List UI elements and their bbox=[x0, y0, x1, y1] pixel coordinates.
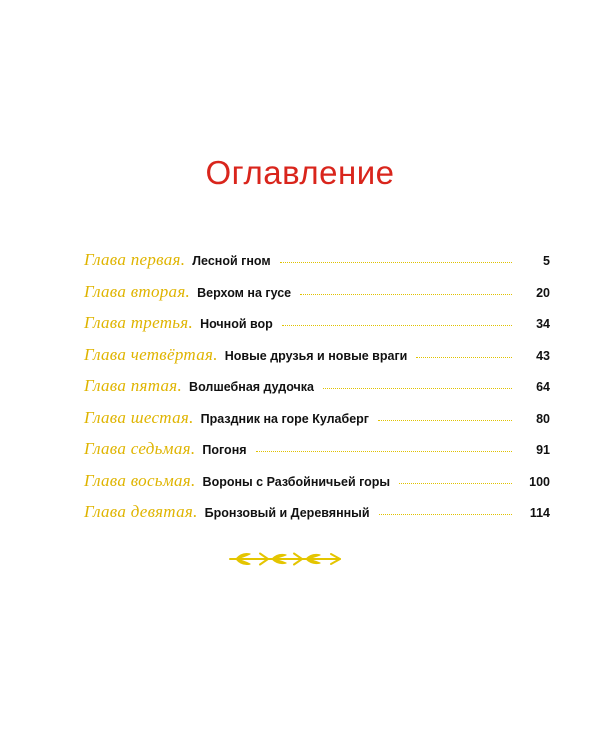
chapter-title: Новые друзья и новые враги bbox=[224, 348, 408, 363]
dot-leader bbox=[378, 420, 512, 421]
dot-leader bbox=[323, 388, 512, 389]
table-of-contents bbox=[84, 250, 550, 534]
chapter-title: Верхом на гусе bbox=[197, 285, 292, 300]
page-number: 100 bbox=[529, 474, 550, 489]
chapter-title: Ночной вор bbox=[200, 317, 273, 331]
page-number: 34 bbox=[536, 317, 550, 331]
dot-leader bbox=[282, 325, 512, 326]
toc-row bbox=[84, 345, 550, 377]
toc-row bbox=[84, 250, 550, 282]
dot-leader bbox=[280, 262, 512, 263]
chapter-number: Глава пятая. bbox=[84, 376, 183, 395]
toc-row bbox=[84, 313, 550, 345]
chapter-number: Глава седьмая. bbox=[84, 439, 196, 458]
chapter-title: Бронзовый и Деревянный bbox=[204, 506, 370, 520]
chapter-title: Волшебная дудочка bbox=[189, 380, 314, 394]
page-number: 91 bbox=[536, 443, 550, 457]
chapter-title: Погоня bbox=[202, 443, 247, 457]
toc-row bbox=[84, 282, 550, 314]
page-number: 64 bbox=[536, 380, 550, 394]
chapter-number: Глава первая. bbox=[84, 250, 186, 269]
chapter-number: Глава девятая. bbox=[84, 502, 198, 521]
page-title: Оглавление bbox=[205, 154, 395, 191]
chapter-number: Глава вторая. bbox=[84, 281, 191, 301]
dot-leader bbox=[416, 357, 512, 358]
chapter-title: Вороны с Разбойничьей горы bbox=[202, 474, 391, 489]
toc-row bbox=[84, 408, 550, 440]
toc-row bbox=[84, 439, 550, 471]
toc-row bbox=[84, 471, 550, 503]
dot-leader bbox=[300, 294, 512, 295]
dot-leader bbox=[379, 514, 512, 515]
chapter-title: Праздник на горе Кулаберг bbox=[200, 411, 370, 426]
toc-row bbox=[84, 376, 550, 408]
chapter-number: Глава шестая. bbox=[84, 407, 194, 427]
dot-leader bbox=[256, 451, 512, 452]
chapter-title: Лесной гном bbox=[192, 254, 271, 268]
chapter-number: Глава третья. bbox=[84, 313, 194, 332]
page-number: 20 bbox=[536, 285, 550, 300]
page-number: 114 bbox=[529, 506, 550, 520]
dot-leader bbox=[399, 483, 512, 484]
page-number: 43 bbox=[536, 348, 550, 363]
arrow-branch-ornament-icon bbox=[228, 548, 346, 570]
chapter-number: Глава восьмая. bbox=[84, 470, 196, 490]
page-number: 5 bbox=[543, 254, 550, 268]
toc-row bbox=[84, 502, 550, 534]
chapter-number: Глава четвёртая. bbox=[84, 344, 218, 364]
page-number: 80 bbox=[536, 411, 550, 426]
